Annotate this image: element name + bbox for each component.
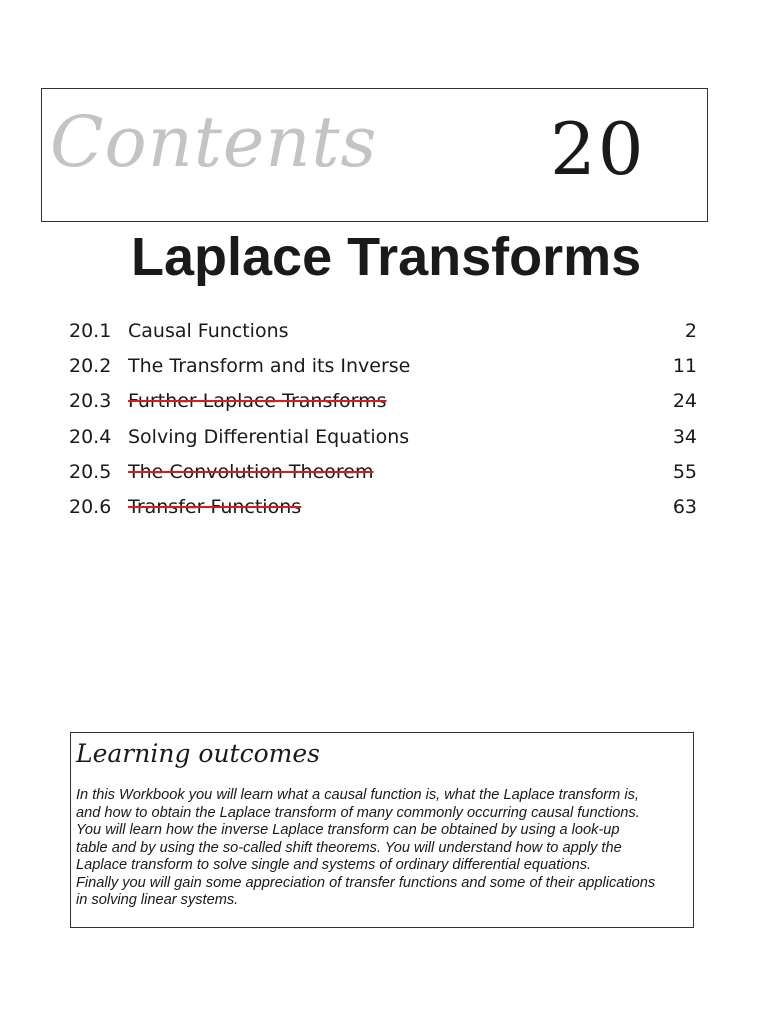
toc-entry[interactable] — [69, 355, 697, 390]
toc-entry-number: 20.4 — [69, 425, 112, 448]
learning-outcomes-line: You will learn how the inverse Laplace transform can be obtained by using a look-up — [76, 822, 620, 838]
toc-entry-title[interactable]: Solving Differential Equations — [128, 425, 410, 448]
toc-entry-title[interactable]: The Transform and its Inverse — [128, 355, 411, 378]
toc-entry[interactable] — [69, 426, 697, 461]
learning-outcomes-line: Laplace transform to solve single and systems of ordinary differential equations. — [76, 857, 592, 873]
toc-entry-page: 11 — [672, 355, 697, 378]
toc-entry-title[interactable]: The Convolution Theorem — [128, 460, 374, 483]
toc-entry-title[interactable]: Transfer Functions — [128, 495, 302, 518]
learning-outcomes-text — [76, 787, 689, 910]
contents-word: Contents — [50, 101, 378, 183]
contents-header-box — [41, 88, 708, 222]
toc-entry-number: 20.1 — [69, 320, 112, 342]
chapter-number: 20 — [550, 107, 646, 191]
toc-entry[interactable] — [69, 461, 697, 496]
toc-entry[interactable] — [69, 496, 697, 531]
toc-entry-number: 20.2 — [69, 355, 112, 378]
toc-entry-page: 63 — [672, 495, 697, 518]
learning-outcomes-line: Finally you will gain some appreciation of transfer functions and some of their applications — [76, 874, 656, 891]
toc-entry-number: 20.6 — [69, 495, 112, 518]
learning-outcomes-line: and how to obtain the Laplace transform of many commonly occurring causal functions. — [76, 804, 640, 821]
toc-entry[interactable] — [69, 390, 697, 425]
toc-entry-page: 24 — [672, 390, 697, 413]
chapter-title: Laplace Transforms — [131, 227, 642, 287]
learning-outcomes-line: In this Workbook you will learn what a causal function is, what the Laplace transform is, — [76, 787, 639, 803]
learning-outcomes-line: table and by using the so-called shift theorems. You will understand how to apply the — [76, 839, 622, 856]
toc-entry-page: 2 — [684, 320, 697, 342]
learning-outcomes-box — [70, 732, 694, 928]
table-of-contents — [69, 320, 697, 531]
toc-entry-page: 55 — [672, 460, 697, 483]
learning-outcomes-heading: Learning outcomes — [76, 739, 320, 768]
toc-entry-page: 34 — [672, 425, 697, 448]
toc-entry-number: 20.3 — [69, 390, 112, 413]
learning-outcomes-line: in solving linear systems. — [76, 892, 239, 908]
toc-entry-title[interactable]: Further Laplace Transforms — [128, 390, 387, 413]
toc-entry-number: 20.5 — [69, 460, 112, 483]
toc-entry-title[interactable]: Causal Functions — [128, 320, 289, 342]
toc-entry[interactable] — [69, 320, 697, 355]
